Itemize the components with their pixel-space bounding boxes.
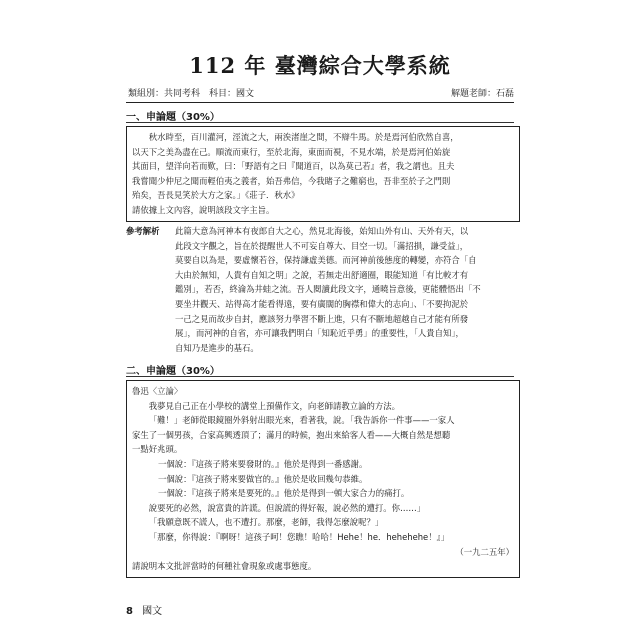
- page-number: 8: [126, 606, 133, 617]
- analysis-line: 要坐井觀天、站得高才能看得遠，要有廣闊的胸襟和偉大的志向」、「不要拘泥於: [175, 298, 469, 309]
- analysis-label: 參考解析: [126, 226, 160, 236]
- analysis-line: 自知乃是進步的基石。: [175, 342, 259, 353]
- passage-line: 我嘗聞少仲尼之聞而輕伯夷之義者，始吾弗信，今我睹子之難窮也，吾非至於子之門則: [132, 175, 451, 186]
- analysis-line: 此段文字觀之，旨在於提醒世人不可妄自尊大、目空一切。「滿招損，謙受益」，: [175, 240, 469, 251]
- story-date: （一九二五年）: [455, 546, 514, 557]
- source-title: 魯迅〈立論〉: [132, 386, 183, 396]
- passage-line: 以天下之美為盡在己。順流而東行，至於北海，東面而視，不見水端，於是焉河伯始旋: [132, 146, 451, 157]
- dialog-line: 一個說：『這孩子將來要做官的。』他於是收回幾句恭維。: [158, 473, 368, 484]
- dialog-line: 一個說：『這孩子將來要發財的。』他於是得到一番感謝。: [158, 458, 368, 469]
- story-line: 「難！」老師從眼鏡圈外斜射出眼光來，看著我，說。「我告訴你一件事——一家人: [148, 415, 455, 426]
- story-line: 我夢見自己正在小學校的講堂上預備作文，向老師請教立論的方法。: [148, 400, 401, 411]
- passage-line: 秋水時至，百川灌河，涇流之大，兩涘渚崖之間，不辯牛馬。於是焉河伯欣然自喜，: [148, 132, 459, 142]
- teacher-info: 解題老師：石磊: [450, 89, 514, 99]
- page-footer: [126, 602, 162, 617]
- analysis-line: 大由於無知，人貴有自知之明」之說，若無走出舒適圈，眼能知道「有比較才有: [175, 269, 469, 280]
- question-prompt: 請說明本文批評當時的何種社會現象或處事態度。: [132, 561, 317, 572]
- story-line: 一點好兆頭。: [132, 444, 183, 455]
- section-1-heading: 一、申論題（30%）: [126, 108, 514, 123]
- passage-line: 殆矣，吾長見笑於大方之家。」《莊子．秋水》: [132, 190, 300, 201]
- question-1-box: [126, 126, 520, 222]
- story-line: 「我願意既不謊人，也不遭打。那麼，老師，我得怎麼說呢？」: [148, 517, 384, 528]
- footer-subject: 國文: [142, 606, 163, 617]
- subject-info: 類組別：共同考科 科目：國文: [128, 89, 255, 99]
- analysis-line: 莫要自以為是，要虛懷若谷，保持謙虛美德。而河神前後態度的轉變，亦符合「自: [175, 255, 477, 266]
- analysis-line: 鑑別」，若否，終淪為井蛙之流。吾人閱讀此段文字，通曉旨意後，更能體悟出「不: [175, 284, 481, 295]
- question-prompt: 請依據上文內容，說明該段文字主旨。: [132, 204, 275, 215]
- story-line: 家生了一個男孩，合家高興透頂了；滿月的時候，抱出來給客人看——大概自然是想聽: [132, 429, 451, 440]
- story-line: 「那麼，你得說：『啊呀！這孩子呵！您瞧！哈哈！Hehe！he．hehehehe！』」: [148, 531, 450, 542]
- page-title: 112 年 臺灣綜合大學系統: [189, 53, 451, 78]
- dialog-line: 一個說：『這孩子將來是要死的。』他於是得到一頓大家合力的痛打。: [158, 488, 410, 499]
- exam-meta-bar: [126, 86, 514, 103]
- analysis-line: 一己之見而故步自封，應該努力學習不斷上進，只有不斷地超越自己才能有所發: [175, 313, 469, 324]
- analysis-line: 展」，而河神的自省，亦可讓我們明白「知恥近乎勇」的重要性，「人貴自知」，: [175, 328, 464, 339]
- analysis-line: 此篇大意為河神本有夜郎自大之心，然見北海後，始知山外有山、天外有天，以: [175, 226, 469, 236]
- question-2-box: [126, 380, 520, 578]
- reference-analysis: [126, 224, 514, 355]
- story-line: 說要死的必然，說富貴的許謊。但說謊的得好報，說必然的遭打。你……」: [148, 502, 426, 513]
- section-2-heading: 二、申論題（30%）: [126, 362, 514, 377]
- passage-line: 其面目，望洋向若而歎，曰：「野語有之曰『聞道百，以為莫己若』者，我之謂也。且夫: [132, 161, 455, 172]
- analysis-body: [175, 224, 514, 355]
